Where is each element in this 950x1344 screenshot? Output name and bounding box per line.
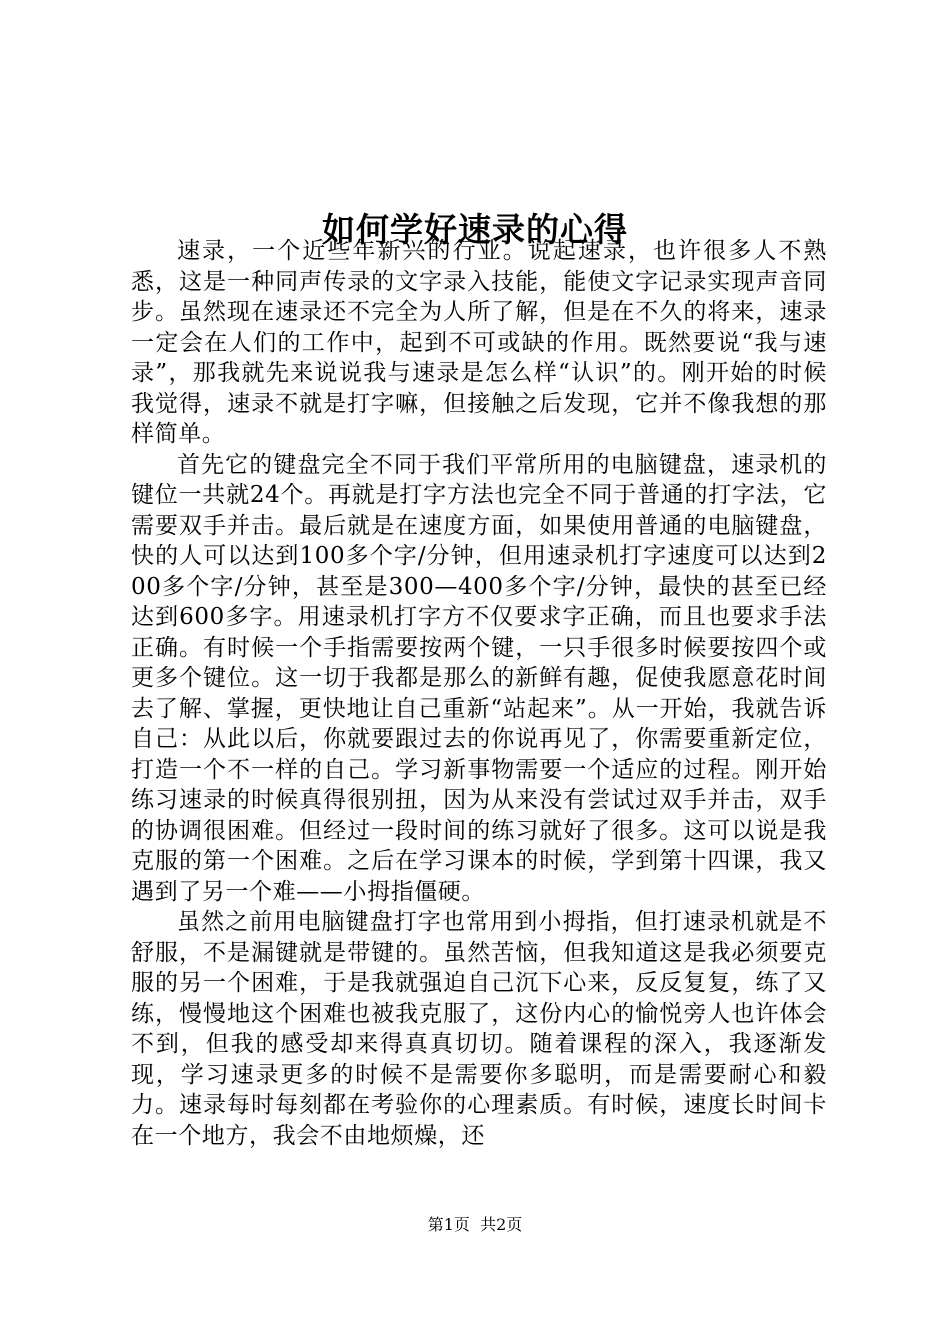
paragraph-2: 首先它的键盘完全不同于我们平常所用的电脑键盘，速录机的键位一共就24个。再就是打字方法也完全不同于普通的打字法，它需要双手并击。最后就是在速度方面，如果使用普通的电脑键盘，快的人可以达到100多个字/分钟，但用速录机打字速度可以达到200多个字/分钟，甚至是300—400多个字/分钟，最快的甚至已经达到600多字。用速录机打字方不仅要求字正确，而且也要求手法正确。有时候一个手指需要按两个键，一只手很多时候要按四个或更多个键位。这一切于我都是那么的新鲜有趣，促使我愿意花时间去了解、掌握，更快地让自己重新“站起来”。从一开始，我就告诉自己：从此以后，你就要跟过去的你说再见了，你需要重新定位，打造一个不一样的自己。学习新事物需要一个适应的过程。刚开始练习速录的时候真得很别扭，因为从来没有尝试过双手并击，双手的协调很困难。但经过一段时间的练习就好了很多。这可以说是我克服的第一个困难。之后在学习课本的时候，学到第十四课，我又遇到了另一个难——小拇指僵硬。 xyxy=(131,451,827,905)
page-number: 第1页 xyxy=(427,1215,470,1234)
page-total: 共2页 xyxy=(480,1215,523,1234)
document-body xyxy=(131,236,827,1151)
paragraph-3: 虽然之前用电脑键盘打字也常用到小拇指，但打速录机就是不舒服，不是漏键就是带键的。虽然苦恼，但我知道这是我必须要克服的另一个困难，于是我就强迫自己沉下心来，反反复复，练了又练，慢慢地这个困难也被我克服了，这份内心的愉悦旁人也许体会不到，但我的感受却来得真真切切。随着课程的深入，我逐渐发现，学习速录更多的时候不是需要你多聪明，而是需要耐心和毅力。速录每时每刻都在考验你的心理素质。有时候，速度长时间卡在一个地方，我会不由地烦燥，还 xyxy=(131,909,827,1149)
document-title: 如何学好速录的心得 xyxy=(322,210,628,250)
page-footer xyxy=(0,1214,950,1236)
paragraph-1: 速录，一个近些年新兴的行业。说起速录，也许很多人不熟悉，这是一种同声传录的文字录入技能，能使文字记录实现声音同步。虽然现在速录还不完全为人所了解，但是在不久的将来，速录一定会在人们的工作中，起到不可或缺的作用。既然要说“我与速录”，那我就先来说说我与速录是怎么样“认识”的。刚开始的时候我觉得，速录不就是打字嘛，但接触之后发现，它并不像我想的那样简单。 xyxy=(131,238,827,447)
